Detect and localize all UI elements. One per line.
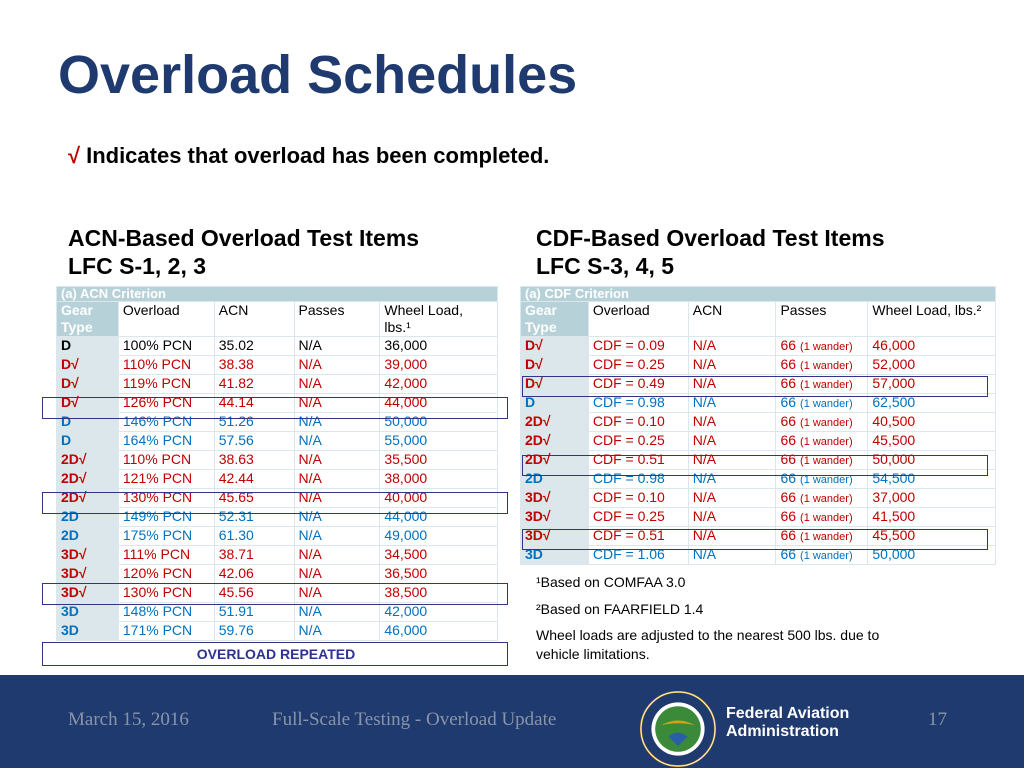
- wheel-load-cell: 52,000: [868, 356, 996, 375]
- wheel-load-cell: 37,000: [868, 489, 996, 508]
- wheel-load-cell: 41,500: [868, 508, 996, 527]
- passes-cell: [294, 375, 380, 394]
- faa-name: [726, 705, 849, 741]
- overload-cell: 111% PCN: [118, 546, 214, 565]
- gear-type-cell: 3D: [521, 546, 589, 565]
- table-row: [57, 432, 498, 451]
- overload-cell: CDF = 0.10: [588, 413, 688, 432]
- acn-cell: 38.38: [214, 356, 294, 375]
- table-caption: (a) CDF Criterion: [521, 287, 996, 302]
- acn-heading: [68, 224, 419, 280]
- wheel-load-cell: 40,500: [868, 413, 996, 432]
- acn-cell: N/A: [688, 508, 776, 527]
- passes-cell: [294, 432, 380, 451]
- table-row: [57, 451, 498, 470]
- passes-value: N/A: [298, 622, 322, 638]
- overload-cell: 171% PCN: [118, 622, 214, 641]
- acn-cell: 44.14: [214, 394, 294, 413]
- table-header-row: [521, 302, 996, 337]
- acn-cell: 51.91: [214, 603, 294, 622]
- gear-type-cell: 2D√: [57, 489, 119, 508]
- footer-date: March 15, 2016: [68, 709, 189, 730]
- overload-cell: CDF = 0.49: [588, 375, 688, 394]
- overload-cell: CDF = 1.06: [588, 546, 688, 565]
- footnote-wheel-loads-line1: Wheel loads are adjusted to the nearest 500 lbs. due to: [536, 627, 880, 643]
- column-header-gear-type: Gear Type: [521, 302, 589, 337]
- table-row: [57, 527, 498, 546]
- passes-cell: [294, 603, 380, 622]
- gear-type-cell: D√: [521, 356, 589, 375]
- column-header-acn: ACN: [214, 302, 294, 337]
- wheel-load-cell: 45,500: [868, 432, 996, 451]
- table-header-row: [57, 302, 498, 337]
- acn-cell: N/A: [688, 470, 776, 489]
- wheel-load-cell: 39,000: [380, 356, 498, 375]
- completion-note-text: Indicates that overload has been completed.: [86, 143, 550, 168]
- passes-value: N/A: [298, 337, 322, 353]
- passes-value: 66: [780, 489, 797, 505]
- acn-cell: N/A: [688, 356, 776, 375]
- gear-type-cell: 2D√: [57, 451, 119, 470]
- passes-value: N/A: [298, 603, 322, 619]
- acn-cell: N/A: [688, 375, 776, 394]
- wander-note: (1 wander): [800, 436, 853, 448]
- gear-type-cell: D: [57, 337, 119, 356]
- acn-cell: N/A: [688, 451, 776, 470]
- acn-cell: 42.44: [214, 470, 294, 489]
- wander-note: (1 wander): [800, 455, 853, 467]
- acn-cell: 59.76: [214, 622, 294, 641]
- overload-cell: CDF = 0.25: [588, 508, 688, 527]
- wheel-load-cell: 50,000: [868, 451, 996, 470]
- gear-type-cell: 3D√: [57, 546, 119, 565]
- overload-highlight-box: [522, 455, 988, 476]
- overload-cell: 130% PCN: [118, 489, 214, 508]
- passes-value: 66: [780, 451, 797, 467]
- wander-note: (1 wander): [800, 493, 853, 505]
- passes-cell: [776, 489, 868, 508]
- overload-cell: 149% PCN: [118, 508, 214, 527]
- acn-cell: 42.06: [214, 565, 294, 584]
- passes-value: 66: [780, 470, 797, 486]
- passes-cell: [776, 413, 868, 432]
- passes-cell: [294, 470, 380, 489]
- wheel-load-cell: 55,000: [380, 432, 498, 451]
- acn-cell: N/A: [688, 432, 776, 451]
- gear-type-cell: 2D: [521, 470, 589, 489]
- table-row: [521, 508, 996, 527]
- passes-value: 66: [780, 546, 797, 562]
- wheel-load-cell: 44,000: [380, 394, 498, 413]
- column-header-wheel-load: Wheel Load, lbs.²: [868, 302, 996, 337]
- cdf-table: [520, 286, 996, 565]
- faa-seal-logo: [640, 691, 716, 767]
- acn-cell: N/A: [688, 527, 776, 546]
- passes-value: N/A: [298, 489, 322, 505]
- acn-heading-subtitle: LFC S-1, 2, 3: [68, 253, 207, 279]
- acn-cell: 52.31: [214, 508, 294, 527]
- passes-cell: [294, 565, 380, 584]
- wheel-load-cell: 42,000: [380, 603, 498, 622]
- overload-cell: CDF = 0.98: [588, 470, 688, 489]
- gear-type-cell: D√: [521, 375, 589, 394]
- wheel-load-cell: 57,000: [868, 375, 996, 394]
- wheel-load-cell: 50,000: [868, 546, 996, 565]
- overload-cell: CDF = 0.25: [588, 432, 688, 451]
- gear-type-cell: 2D: [57, 527, 119, 546]
- wheel-load-cell: 49,000: [380, 527, 498, 546]
- footer-topic: Full-Scale Testing - Overload Update: [272, 709, 557, 730]
- table-row: [57, 546, 498, 565]
- passes-value: 66: [780, 394, 797, 410]
- passes-cell: [294, 356, 380, 375]
- overload-cell: CDF = 0.51: [588, 527, 688, 546]
- gear-type-cell: 3D√: [521, 527, 589, 546]
- overload-cell: 175% PCN: [118, 527, 214, 546]
- column-header-passes: Passes: [294, 302, 380, 337]
- wheel-load-cell: 36,000: [380, 337, 498, 356]
- footer-bar: [0, 675, 1024, 768]
- footnote-faarfield: ²Based on FAARFIELD 1.4: [536, 601, 704, 617]
- passes-value: 66: [780, 413, 797, 429]
- footnote-wheel-loads-line2: vehicle limitations.: [536, 646, 650, 662]
- passes-value: 66: [780, 527, 797, 543]
- acn-cell: 61.30: [214, 527, 294, 546]
- gear-type-cell: D√: [521, 337, 589, 356]
- overload-highlight-box: [42, 583, 508, 605]
- wheel-load-cell: 42,000: [380, 375, 498, 394]
- completion-note: [68, 143, 549, 169]
- passes-cell: [776, 356, 868, 375]
- passes-value: N/A: [298, 527, 322, 543]
- passes-value: N/A: [298, 356, 322, 372]
- passes-value: N/A: [298, 546, 322, 562]
- passes-value: N/A: [298, 413, 322, 429]
- passes-value: N/A: [298, 470, 322, 486]
- table-row: [521, 432, 996, 451]
- wander-note: (1 wander): [800, 512, 853, 524]
- gear-type-cell: 3D: [57, 603, 119, 622]
- wheel-load-cell: 34,500: [380, 546, 498, 565]
- wheel-load-cell: 35,500: [380, 451, 498, 470]
- passes-value: 66: [780, 356, 797, 372]
- overload-cell: CDF = 0.51: [588, 451, 688, 470]
- wander-note: (1 wander): [800, 417, 853, 429]
- passes-cell: [776, 508, 868, 527]
- acn-heading-title: ACN-Based Overload Test Items: [68, 225, 420, 251]
- acn-cell: 35.02: [214, 337, 294, 356]
- passes-value: N/A: [298, 394, 322, 410]
- overload-cell: 110% PCN: [118, 451, 214, 470]
- table-row: [57, 622, 498, 641]
- acn-cell: 45.56: [214, 584, 294, 603]
- wheel-load-cell: 38,000: [380, 470, 498, 489]
- column-header-overload: Overload: [118, 302, 214, 337]
- gear-type-cell: 2D√: [521, 451, 589, 470]
- overload-repeated-label: OVERLOAD REPEATED: [196, 646, 356, 662]
- table-caption: (a) ACN Criterion: [57, 287, 498, 302]
- acn-cell: 51.26: [214, 413, 294, 432]
- gear-type-cell: D: [57, 413, 119, 432]
- passes-cell: [294, 337, 380, 356]
- wander-note: (1 wander): [800, 379, 853, 391]
- passes-cell: [294, 451, 380, 470]
- passes-cell: [294, 622, 380, 641]
- overload-cell: CDF = 0.09: [588, 337, 688, 356]
- wander-note: (1 wander): [800, 398, 853, 410]
- passes-value: 66: [780, 508, 797, 524]
- passes-value: 66: [780, 432, 797, 448]
- overload-highlight-box: [42, 492, 508, 514]
- gear-type-cell: 2D√: [57, 470, 119, 489]
- passes-value: N/A: [298, 565, 322, 581]
- faa-name-line2: Administration: [726, 723, 839, 740]
- wheel-load-cell: 45,500: [868, 527, 996, 546]
- table-row: [521, 489, 996, 508]
- wheel-load-cell: 44,000: [380, 508, 498, 527]
- table-row: [521, 337, 996, 356]
- wheel-load-cell: 46,000: [380, 622, 498, 641]
- overload-cell: 110% PCN: [118, 356, 214, 375]
- acn-cell: N/A: [688, 337, 776, 356]
- table-row: [521, 413, 996, 432]
- acn-cell: N/A: [688, 394, 776, 413]
- table-row: [57, 603, 498, 622]
- passes-cell: [294, 546, 380, 565]
- wheel-load-cell: 46,000: [868, 337, 996, 356]
- overload-cell: CDF = 0.98: [588, 394, 688, 413]
- table-caption-row: [521, 287, 996, 302]
- acn-cell: 41.82: [214, 375, 294, 394]
- table-row: [521, 356, 996, 375]
- table-caption-row: [57, 287, 498, 302]
- gear-type-cell: D√: [57, 356, 119, 375]
- passes-value: N/A: [298, 508, 322, 524]
- wheel-load-cell: 36,500: [380, 565, 498, 584]
- passes-value: 66: [780, 375, 797, 391]
- overload-cell: 120% PCN: [118, 565, 214, 584]
- wander-note: (1 wander): [800, 341, 853, 353]
- column-header-gear-type: Gear Type: [57, 302, 119, 337]
- page-number: 17: [928, 709, 947, 730]
- overload-highlight-box: [522, 376, 988, 397]
- wander-note: (1 wander): [800, 474, 853, 486]
- overload-cell: 130% PCN: [118, 584, 214, 603]
- overload-cell: 119% PCN: [118, 375, 214, 394]
- column-header-passes: Passes: [776, 302, 868, 337]
- overload-cell: 126% PCN: [118, 394, 214, 413]
- passes-cell: [294, 527, 380, 546]
- wheel-load-cell: 62,500: [868, 394, 996, 413]
- overload-cell: 100% PCN: [118, 337, 214, 356]
- passes-value: 66: [780, 337, 797, 353]
- faa-name-line1: Federal Aviation: [726, 705, 850, 722]
- wander-note: (1 wander): [800, 360, 853, 372]
- table-row: [57, 565, 498, 584]
- acn-cell: 57.56: [214, 432, 294, 451]
- footnote-comfaa: ¹Based on COMFAA 3.0: [536, 574, 686, 590]
- acn-cell: 38.63: [214, 451, 294, 470]
- overload-cell: 121% PCN: [118, 470, 214, 489]
- wheel-load-cell: 50,000: [380, 413, 498, 432]
- acn-cell: 45.65: [214, 489, 294, 508]
- acn-cell: N/A: [688, 546, 776, 565]
- passes-value: N/A: [298, 432, 322, 448]
- gear-type-cell: D√: [57, 375, 119, 394]
- acn-cell: N/A: [688, 489, 776, 508]
- footnote-wheel-loads: [536, 626, 879, 664]
- table-row: [57, 356, 498, 375]
- cdf-heading: [536, 224, 885, 280]
- page-title: Overload Schedules: [58, 45, 578, 105]
- overload-cell: CDF = 0.25: [588, 356, 688, 375]
- gear-type-cell: 3D√: [57, 584, 119, 603]
- wander-note: (1 wander): [800, 531, 853, 543]
- overload-cell: 146% PCN: [118, 413, 214, 432]
- gear-type-cell: 3D√: [57, 565, 119, 584]
- passes-cell: [776, 337, 868, 356]
- passes-value: N/A: [298, 451, 322, 467]
- cdf-heading-subtitle: LFC S-3, 4, 5: [536, 253, 675, 279]
- gear-type-cell: 3D√: [521, 489, 589, 508]
- passes-value: N/A: [298, 375, 322, 391]
- gear-type-cell: D: [521, 394, 589, 413]
- overload-highlight-box: [42, 397, 508, 419]
- gear-type-cell: D: [57, 432, 119, 451]
- overload-cell: 148% PCN: [118, 603, 214, 622]
- acn-cell: 38.71: [214, 546, 294, 565]
- gear-type-cell: 2D: [57, 508, 119, 527]
- overload-cell: 164% PCN: [118, 432, 214, 451]
- table-row: [57, 337, 498, 356]
- gear-type-cell: 3D: [57, 622, 119, 641]
- cdf-heading-title: CDF-Based Overload Test Items: [536, 225, 885, 251]
- wheel-load-cell: 54,500: [868, 470, 996, 489]
- wheel-load-cell: 40,000: [380, 489, 498, 508]
- passes-value: N/A: [298, 584, 322, 600]
- checkmark-icon: √: [68, 143, 81, 168]
- table-row: [57, 375, 498, 394]
- wheel-load-cell: 38,500: [380, 584, 498, 603]
- gear-type-cell: D√: [57, 394, 119, 413]
- wander-note: (1 wander): [800, 550, 853, 562]
- gear-type-cell: 3D√: [521, 508, 589, 527]
- gear-type-cell: 2D√: [521, 413, 589, 432]
- overload-cell: CDF = 0.10: [588, 489, 688, 508]
- passes-cell: [776, 432, 868, 451]
- overload-highlight-box: [522, 529, 988, 550]
- gear-type-cell: 2D√: [521, 432, 589, 451]
- column-header-wheel-load: Wheel Load, lbs.¹: [380, 302, 498, 337]
- acn-cell: N/A: [688, 413, 776, 432]
- column-header-acn: ACN: [688, 302, 776, 337]
- table-row: [57, 470, 498, 489]
- column-header-overload: Overload: [588, 302, 688, 337]
